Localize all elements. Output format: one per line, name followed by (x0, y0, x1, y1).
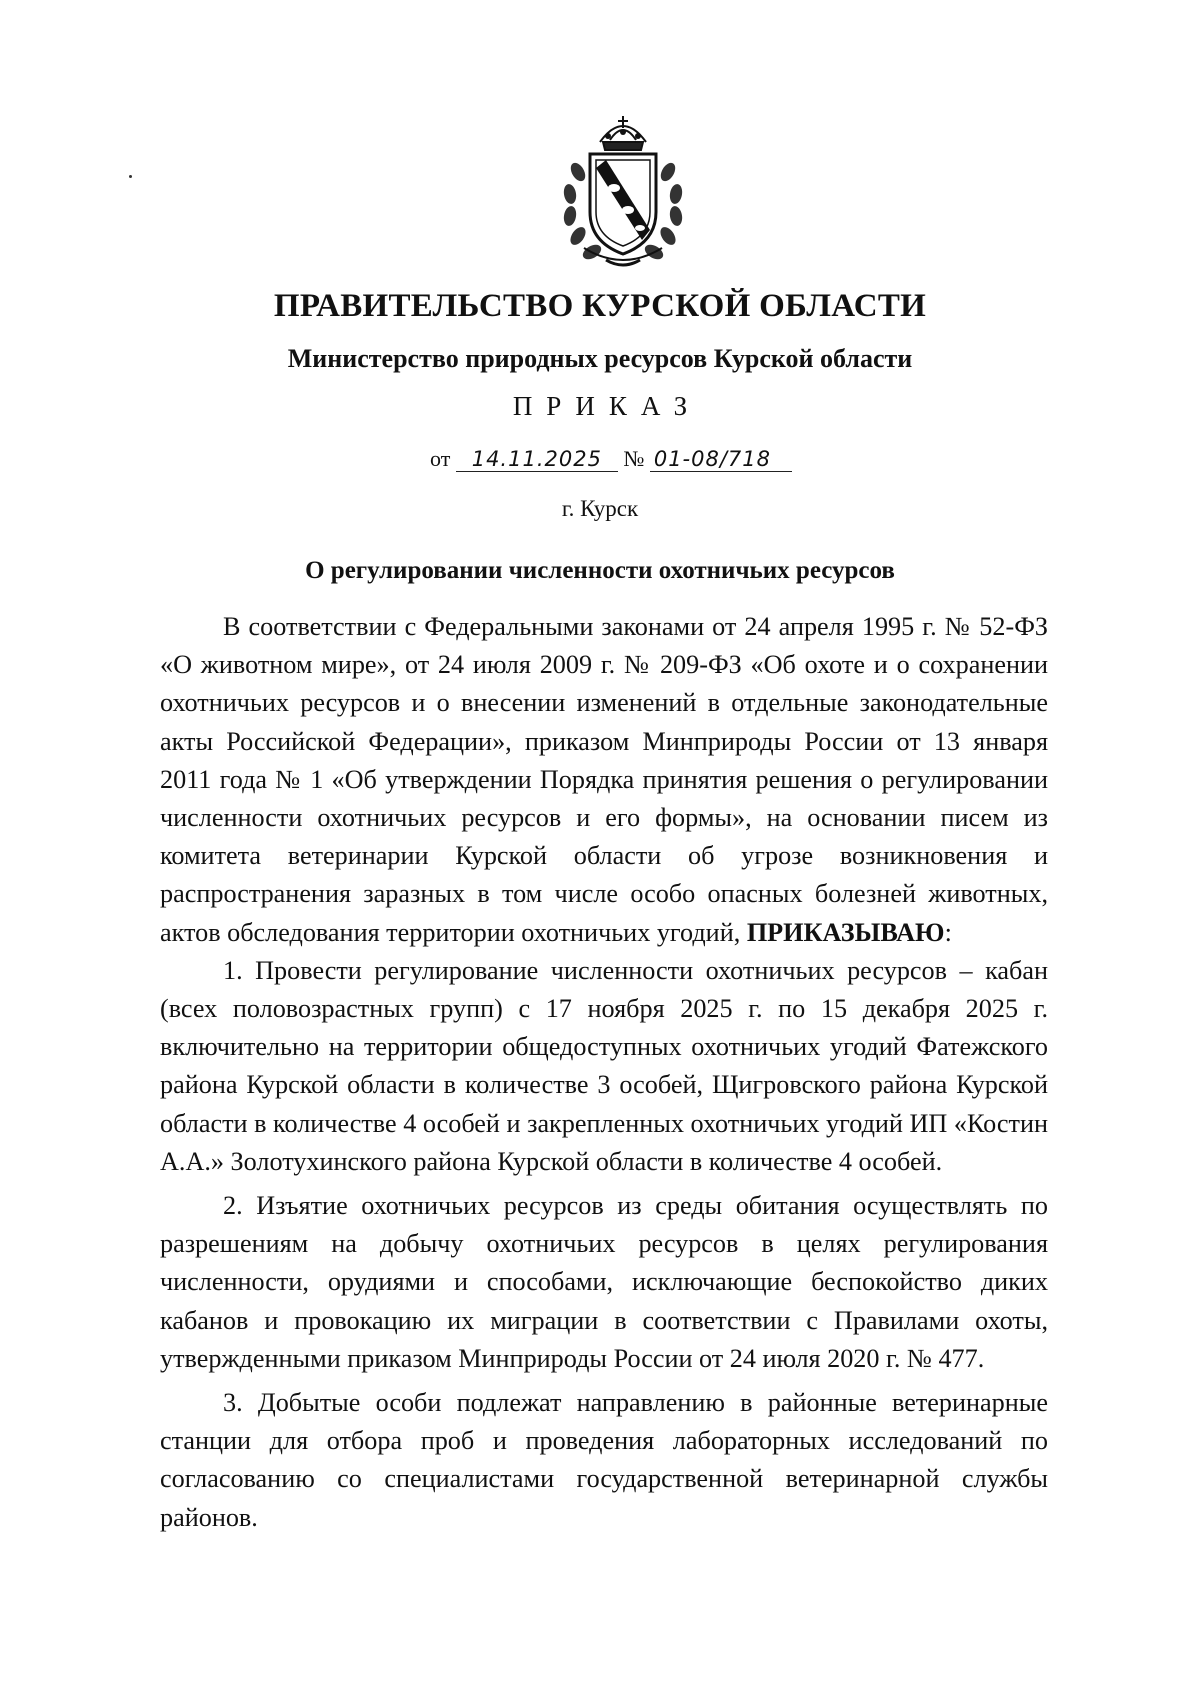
scan-speck (129, 175, 132, 178)
preamble-text: В соответствии с Федеральными законами от 24 апреля 1995 г. № 52-ФЗ «О животном мире», от 24 июля 2009 г. № 209-ФЗ «Об охоте и о сохранении охотничьих ресурсов и о внесении изменений в отдельные законодательные акты Российской Федерации», приказом Минприроды России от 13 января 2011 года № 1 «Об утверждении Порядка принятия решения о регулировании численности охотничьих ресурсов и его формы», на основании писем из комитета ветеринарии Курской области об угрозе возникновения и распространения заразных в том числе особо опасных болезней животных, актов обследования территории охотничьих угодий, (160, 612, 1048, 947)
government-name: ПРАВИТЕЛЬСТВО КУРСКОЙ ОБЛАСТИ (273, 288, 927, 324)
date-number-line (430, 446, 792, 472)
document-type: ПРИКАЗ (512, 391, 702, 421)
document-body (160, 608, 1048, 1537)
city: г. Курск (561, 496, 639, 521)
document-title: О регулировании численности охотничьих ресурсов (305, 557, 895, 584)
ministry-name: Министерство природных ресурсов Курской области (287, 344, 913, 373)
order-item-1: 1. Провести регулирование численности охотничьих ресурсов – кабан (всех половозрастных групп) с 17 ноября 2025 г. по 15 декабря 2025 г. включительно на территории общедоступных охотничьих угодий Фатежского района Курской области в количестве 3 особей, Щигровского района Курской области в количестве 4 особей и закрепленных охотничьих угодий ИП «Костин А.А.» Золотухинского района Курской области в количестве 4 особей. (160, 955, 1048, 1176)
command-word: ПРИКАЗЫВАЮ (746, 917, 945, 947)
number-prefix: № (623, 446, 645, 471)
coat-of-arms-icon (548, 112, 698, 272)
handwritten-date: 14.11.2025 (456, 447, 618, 472)
preamble-paragraph (160, 608, 1048, 952)
order-item-2: 2. Изъятие охотничьих ресурсов из среды обитания осуществлять по разрешениям на добычу охотничьих ресурсов в целях регулирования численности, орудиями и способами, исключающие беспокойство диких кабанов и провокацию их миграции в соответствии с Правилами охоты, утвержденными приказом Минприроды России от 24 июля 2020 г. № 477. (160, 1191, 1048, 1373)
command-colon: : (944, 917, 952, 947)
handwritten-number: 01-08/718 (650, 447, 792, 472)
order-item-3: 3. Добытые особи подлежат направлению в районные ветеринарные станции для отбора проб и проведения лабораторных исследований по согласованию со специалистами государственной ветеринарной службы районов. (160, 1388, 1048, 1532)
date-prefix: от (430, 446, 451, 471)
